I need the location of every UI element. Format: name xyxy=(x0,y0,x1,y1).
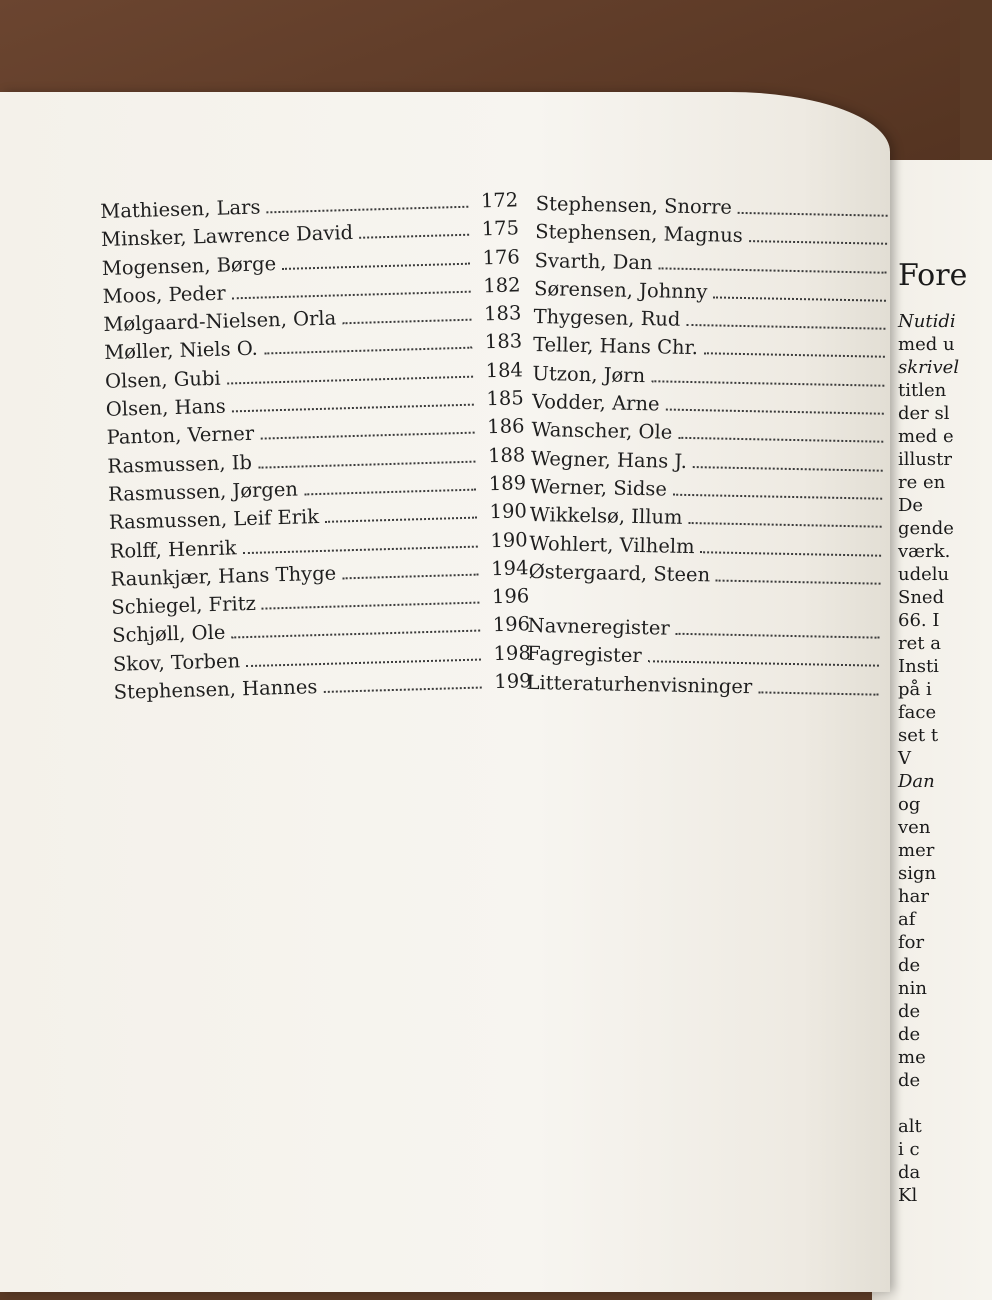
entry-name: Thygesen, Rud xyxy=(533,305,681,331)
entry-name: Møller, Niels O. xyxy=(103,337,259,365)
entry-name: Teller, Hans Chr. xyxy=(532,333,699,360)
entry-name: Vodder, Arne xyxy=(531,390,660,416)
dot-leader xyxy=(749,240,887,245)
foreword-line: skrivel xyxy=(898,357,960,378)
dot-leader xyxy=(282,262,470,269)
dot-leader xyxy=(693,466,883,472)
dot-leader xyxy=(323,687,481,693)
foreword-heading: Fore xyxy=(898,258,968,293)
foreword-line: ven xyxy=(898,817,931,838)
foreword-line: i c xyxy=(898,1139,920,1160)
entry-page-number: 188 xyxy=(487,442,526,467)
dot-leader xyxy=(260,432,474,440)
foreword-line: Sned xyxy=(898,587,945,608)
foreword-line: med e xyxy=(898,426,954,447)
dot-leader xyxy=(304,489,476,496)
dot-leader xyxy=(232,630,481,639)
entry-name: Utzon, Jørn xyxy=(532,361,646,387)
foreword-line: værk. xyxy=(898,541,951,562)
dot-leader xyxy=(232,404,474,413)
dot-leader xyxy=(227,375,473,384)
entry-name: Raunkjær, Hans Thyge xyxy=(110,561,337,591)
entry-name: Rasmussen, Jørgen xyxy=(107,477,299,506)
dot-leader xyxy=(713,296,886,301)
foreword-line: der sl xyxy=(898,403,950,424)
dot-leader xyxy=(658,267,886,273)
dot-leader xyxy=(246,658,481,667)
entry-page-number: 182 xyxy=(482,273,521,298)
dot-leader xyxy=(342,573,478,579)
entry-page-number: 185 xyxy=(486,386,525,411)
entry-name: Olsen, Gubi xyxy=(104,366,221,393)
entry-name: Schjøll, Ole xyxy=(111,621,226,648)
foreword-line: gende xyxy=(898,518,954,539)
entry-page-number: 175 xyxy=(481,216,520,241)
foreword-line: Kl xyxy=(898,1185,918,1206)
entry-name: Fagregister xyxy=(526,642,642,668)
dot-leader xyxy=(673,494,882,500)
dot-leader xyxy=(262,602,479,610)
entry-page-number: 172 xyxy=(480,188,519,213)
foreword-line: de xyxy=(898,955,921,976)
foreword-line: og xyxy=(898,794,921,815)
dot-leader xyxy=(686,324,885,330)
index-column-left xyxy=(100,188,532,709)
entry-page-number: 183 xyxy=(484,329,523,354)
foreword-line: alt xyxy=(898,1116,922,1137)
dot-leader xyxy=(359,234,469,239)
dot-leader xyxy=(232,291,471,300)
foreword-line: re en xyxy=(898,472,946,493)
foreword-line: for xyxy=(898,932,925,953)
entry-page-number: 184 xyxy=(485,358,524,383)
dot-leader xyxy=(325,517,477,523)
dot-leader xyxy=(648,661,879,667)
foreword-line: da xyxy=(898,1162,921,1183)
foreword-line: har xyxy=(898,886,929,907)
dot-leader xyxy=(758,691,878,695)
foreword-line: V xyxy=(898,748,911,769)
foreword-line: sign xyxy=(898,863,937,884)
dot-leader xyxy=(243,545,478,554)
index-column-right xyxy=(526,192,888,706)
foreword-line: me xyxy=(898,1047,926,1068)
foreword-line: face xyxy=(898,702,937,723)
entry-name: Stephensen, Magnus xyxy=(535,220,743,248)
dot-leader xyxy=(676,633,880,639)
entry-name: Stephensen, Hannes xyxy=(113,675,318,704)
entry-name: Wegner, Hans J. xyxy=(530,446,688,473)
entry-page-number: 196 xyxy=(491,584,530,609)
foreword-line: illustr xyxy=(898,449,952,470)
entry-name: Wohlert, Vilhelm xyxy=(529,531,695,558)
dot-leader xyxy=(342,319,471,325)
foreword-line: de xyxy=(898,1024,921,1045)
entry-page-number: 190 xyxy=(489,499,528,524)
entry-name: Wikkelsø, Illum xyxy=(529,503,683,530)
entry-name: Mathiesen, Lars xyxy=(100,195,261,223)
entry-page-number: 176 xyxy=(482,244,521,269)
dot-leader xyxy=(678,437,883,443)
foreword-line: Insti xyxy=(898,656,939,677)
entry-name: Schiegel, Fritz xyxy=(111,591,257,619)
entry-page-number: 198 xyxy=(493,640,532,665)
entry-name: Wanscher, Ole xyxy=(531,418,673,445)
dot-leader xyxy=(258,460,475,468)
foreword-line: set t xyxy=(898,725,939,746)
entry-name: Stephensen, Snorre xyxy=(535,192,733,219)
foreword-line: titlen xyxy=(898,380,947,401)
entry-page-number: 194 xyxy=(490,556,529,581)
foreword-line: mer xyxy=(898,840,935,861)
entry-name: Navneregister xyxy=(527,614,670,640)
dot-leader xyxy=(716,579,881,584)
dot-leader xyxy=(651,380,884,386)
entry-name: Mogensen, Børge xyxy=(101,251,277,280)
dot-leader xyxy=(700,551,881,556)
entry-page-number: 186 xyxy=(486,414,525,439)
entry-name: Rolff, Henrik xyxy=(109,535,237,563)
entry-name: Rasmussen, Ib xyxy=(107,450,253,478)
entry-page-number: 199 xyxy=(494,669,532,694)
entry-name: Østergaard, Steen xyxy=(528,559,711,587)
foreword-line: de xyxy=(898,1001,921,1022)
foreword-line xyxy=(898,1092,968,1115)
entry-name: Werner, Sidse xyxy=(530,474,668,501)
entry-page-number: 183 xyxy=(483,301,522,326)
foreword-line: af xyxy=(898,909,916,930)
dot-leader xyxy=(267,206,469,214)
foreword-line: de xyxy=(898,1070,921,1091)
entry-page-number: 190 xyxy=(490,527,528,552)
entry-page-number: 196 xyxy=(492,612,531,637)
entry-name: Skov, Torben xyxy=(112,649,241,676)
foreword-line: på i xyxy=(898,679,932,700)
entry-name: Panton, Verner xyxy=(106,422,255,450)
foreword-line: ret a xyxy=(898,633,941,654)
right-page-text xyxy=(898,258,968,1278)
entry-page-number: 189 xyxy=(488,471,527,496)
foreword-line: Nutidi xyxy=(898,311,956,332)
dot-leader xyxy=(738,212,888,217)
foreword-line: nin xyxy=(898,978,927,999)
dot-leader xyxy=(264,347,472,355)
foreword-line: Dan xyxy=(898,771,935,792)
foreword-line: med u xyxy=(898,334,955,355)
dot-leader xyxy=(704,353,885,358)
entry-name: Olsen, Hans xyxy=(105,394,227,421)
entry-name: Litteraturhenvisninger xyxy=(526,670,753,698)
entry-name: Rasmussen, Leif Erik xyxy=(108,505,320,535)
dot-leader xyxy=(665,409,883,415)
foreword-line: 66. I xyxy=(898,610,940,631)
entry-name: Mølgaard-Nielsen, Orla xyxy=(103,306,337,337)
entry-name: Minsker, Lawrence David xyxy=(100,221,354,252)
entry-name: Moos, Peder xyxy=(102,281,226,308)
entry-name: Sørensen, Johnny xyxy=(533,276,708,304)
foreword-line: udelu xyxy=(898,564,950,585)
entry-name: Svarth, Dan xyxy=(534,248,653,274)
foreword-line: De xyxy=(898,495,924,516)
dot-leader xyxy=(688,522,881,528)
